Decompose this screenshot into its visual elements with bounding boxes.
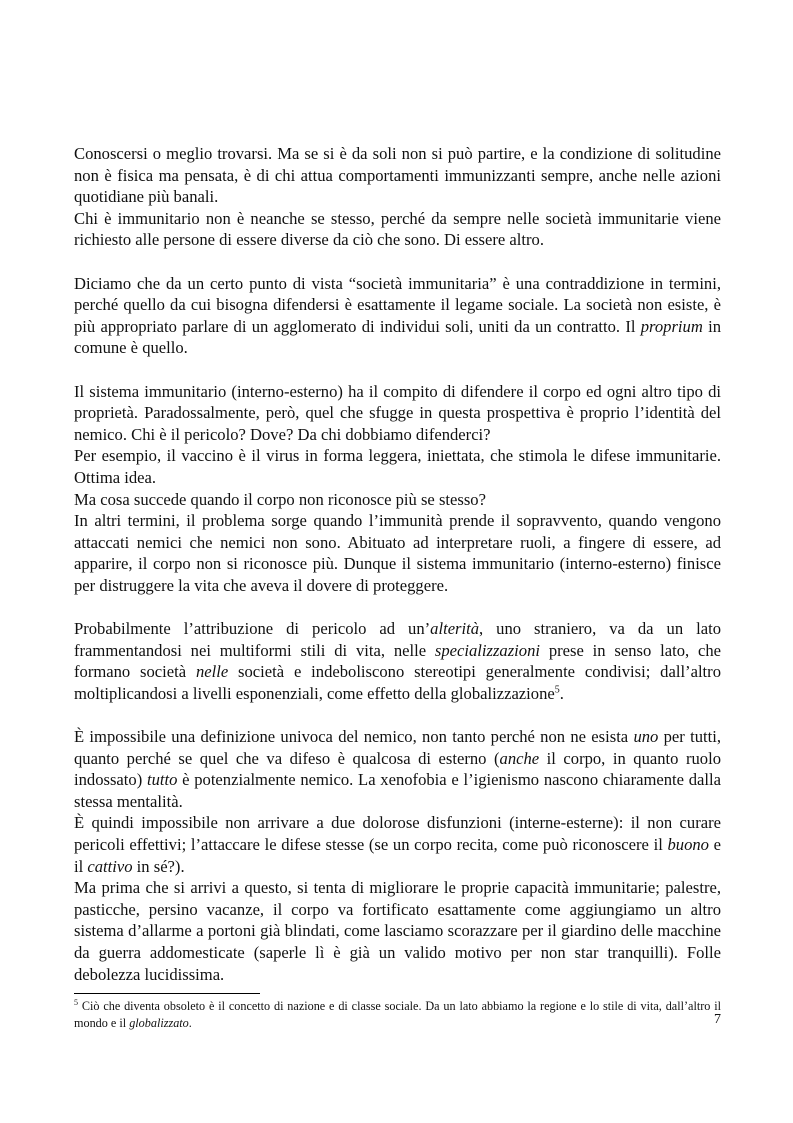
text-run: In altri termini, il problema sorge quando l’immunità prende il sopravvento, quando vengono attaccati nemici che nemici non sono. Abituato ad interpretare ruoli, a fingere di essere, ad apparire, il corpo non si riconosce più. Dunque il sistema immunitario (interno-esterno) finisce per distruggere la vita che aveva il dovere di proteggere. [74, 511, 721, 595]
text-run: il corpo, in quanto ruolo indossato) [74, 748, 721, 790]
paragraph [74, 812, 721, 877]
text-run: e il [74, 835, 722, 876]
italic-term: tutto [146, 770, 178, 790]
italic-term: specializzazioni [434, 640, 540, 660]
text-run: per tutti, quanto perché se quel che va difeso è qualcosa di esterno ( [74, 727, 721, 768]
text-run: Diciamo che da un certo punto di vista “società immunitaria” è una contraddizione in termini, perché quello da cui bisogna difendersi è esattamente il legame sociale. La società non esiste, è più appropriato parlare di un agglomerato di individui soli, uniti da un contratto. Il [74, 273, 721, 336]
text-run: Probabilmente l’attribuzione di pericolo ad un’ [74, 619, 431, 639]
text-run: , uno straniero, va da un lato frammentandosi nei multiformi stili di vita, nelle [74, 619, 722, 660]
italic-term: anche [499, 748, 540, 768]
text-run: è potenzialmente nemico. La xenofobia e l’igienismo nascono chiaramente dalla stessa mentalità. [74, 770, 721, 811]
text-run: È impossibile una definizione univoca del nemico, non tanto perché non ne esista [74, 727, 634, 747]
text-run: Il sistema immunitario (interno-esterno) ha il compito di difendere il corpo ed ogni altro tipo di proprietà. Paradossalmente, però, quel che sfugge in questa prospettiva è proprio l’identità del nemico. Chi è il pericolo? Dove? Da chi dobbiamo difenderci? [74, 381, 721, 444]
paragraph-gap [74, 596, 721, 618]
text-run: Ciò che diventa obsoleto è il concetto di nazione e di classe sociale. Da un lato abbiamo la regione e lo stile di vita, dall’altro il mondo e il [74, 999, 721, 1030]
paragraph [74, 726, 721, 812]
text-run: Per esempio, il vaccino è il virus in forma leggera, iniettata, che stimola le difese immunitarie. Ottima idea. [74, 446, 721, 487]
page-number: 7 [714, 1012, 721, 1027]
paragraph-gap [74, 359, 721, 381]
paragraph [74, 445, 721, 488]
italic-term: nelle [195, 662, 229, 682]
text-run: È quindi impossibile non arrivare a due dolorose disfunzioni (interne-esterne): il non curare pericoli effettivi; l’attaccare le difese stesse (se un corpo recita, come può riconoscere il [74, 813, 721, 854]
text-run: in sé?). [132, 856, 185, 876]
footnote-marker: 5 [74, 998, 78, 1008]
paragraph-gap [74, 251, 721, 273]
text-run: Chi è immunitario non è neanche se stesso, perché da sempre nelle società immunitarie viene richiesto alle persone di essere diverse da ciò che sono. Di essere altro. [74, 208, 721, 250]
text-run: prese in senso lato, che formano società [74, 640, 721, 682]
paragraph [74, 489, 721, 511]
text-run: in comune è quello. [74, 316, 721, 358]
text-run: società e indeboliscono stereotipi generalmente condivisi; dall’altro moltiplicandosi a livelli esponenziali, come effetto della globalizzazione [74, 662, 721, 703]
paragraph [74, 143, 721, 208]
italic-term: proprium [640, 316, 703, 336]
main-text [74, 143, 721, 985]
paragraph [74, 381, 721, 446]
text-run: Ma cosa succede quando il corpo non riconosce più se stesso? [74, 489, 486, 509]
paragraph [74, 510, 721, 596]
footnote-separator [74, 993, 260, 994]
italic-term: globalizzato [129, 1015, 189, 1030]
paragraph [74, 208, 721, 251]
footnote [74, 998, 721, 1031]
text-run: . [559, 683, 564, 703]
paragraph [74, 877, 721, 985]
paragraph [74, 618, 721, 704]
italic-term: cattivo [87, 856, 133, 876]
paragraph-gap [74, 704, 721, 726]
footnote-reference: 5 [554, 684, 560, 696]
italic-term: buono [667, 835, 709, 854]
paragraph [74, 273, 721, 359]
text-run: Ma prima che si arrivi a questo, si tenta di migliorare le proprie capacità immunitarie; palestre, pasticche, persino vacanze, il corpo va fortificato esattamente come aggiungiamo un altro sistema d’allarme a portoni già blindati, come lasciamo scorazzare per il giardino delle macchine da guerra addomesticate (saperle lì è già un valido motivo per non star tranquilli). Folle debolezza lucidissima. [74, 878, 721, 984]
italic-term: alterità [430, 619, 480, 639]
italic-term: uno [633, 727, 659, 747]
text-run: Conoscersi o meglio trovarsi. Ma se si è da soli non si può partire, e la condizione di solitudine non è fisica ma pensata, è di chi attua comportamenti immunizzanti sempre, anche nelle azioni quotidiane più banali. [74, 144, 721, 207]
page-body [74, 143, 721, 1031]
text-run: . [188, 1015, 192, 1030]
